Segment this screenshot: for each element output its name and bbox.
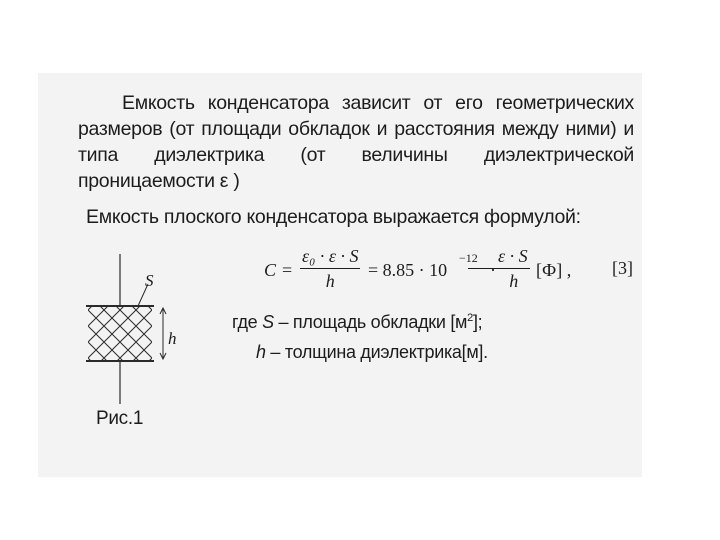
figure-label-h: h (168, 329, 177, 348)
definition-h (256, 342, 488, 363)
fraction-1-denominator: h (325, 271, 335, 291)
definition-s-prefix: где (232, 312, 263, 332)
figure-caption: Рис.1 (96, 408, 144, 429)
definition-s-symbol: S (262, 312, 274, 332)
formula-constant: = 8.85 · 10 (368, 260, 448, 280)
formula-lhs: C (264, 260, 277, 280)
definition-s-end: ]; (472, 312, 483, 332)
intro-paragraph-text: Емкость конденсатора зависит от его геометрических размеров (от площади обкладок и расстояния между ними) и типа диэлектрика (от величины диэлектрической проницаемости ε ) (78, 92, 634, 192)
figure-label-s: S (145, 271, 154, 290)
intro-paragraph (78, 90, 634, 194)
definition-h-text: – толщина диэлектрика[м]. (265, 342, 488, 362)
definition-s-text: – площадь обкладки [м (273, 312, 468, 332)
formula-unit: [Ф] , (536, 260, 572, 280)
equation-number: [3] (612, 258, 633, 278)
fraction-2-numerator: ε · S (468, 246, 530, 269)
formula-fraction-2 (468, 246, 530, 292)
formula-fraction-1 (300, 246, 360, 292)
formula-exponent: −12 (459, 251, 478, 265)
formula-dot: · (490, 260, 496, 280)
formula-equals: = (282, 260, 293, 280)
formula-intro: Емкость плоского конденсатора выражается формулой: (86, 206, 581, 228)
fraction-2-denominator: h (509, 271, 519, 291)
definition-s (232, 312, 482, 333)
dielectric-layer (88, 306, 152, 361)
definition-h-symbol: h (256, 342, 266, 362)
definition-s-exponent: 2 (467, 312, 473, 324)
fraction-1-numerator: ε₀ · ε · S (300, 246, 360, 269)
